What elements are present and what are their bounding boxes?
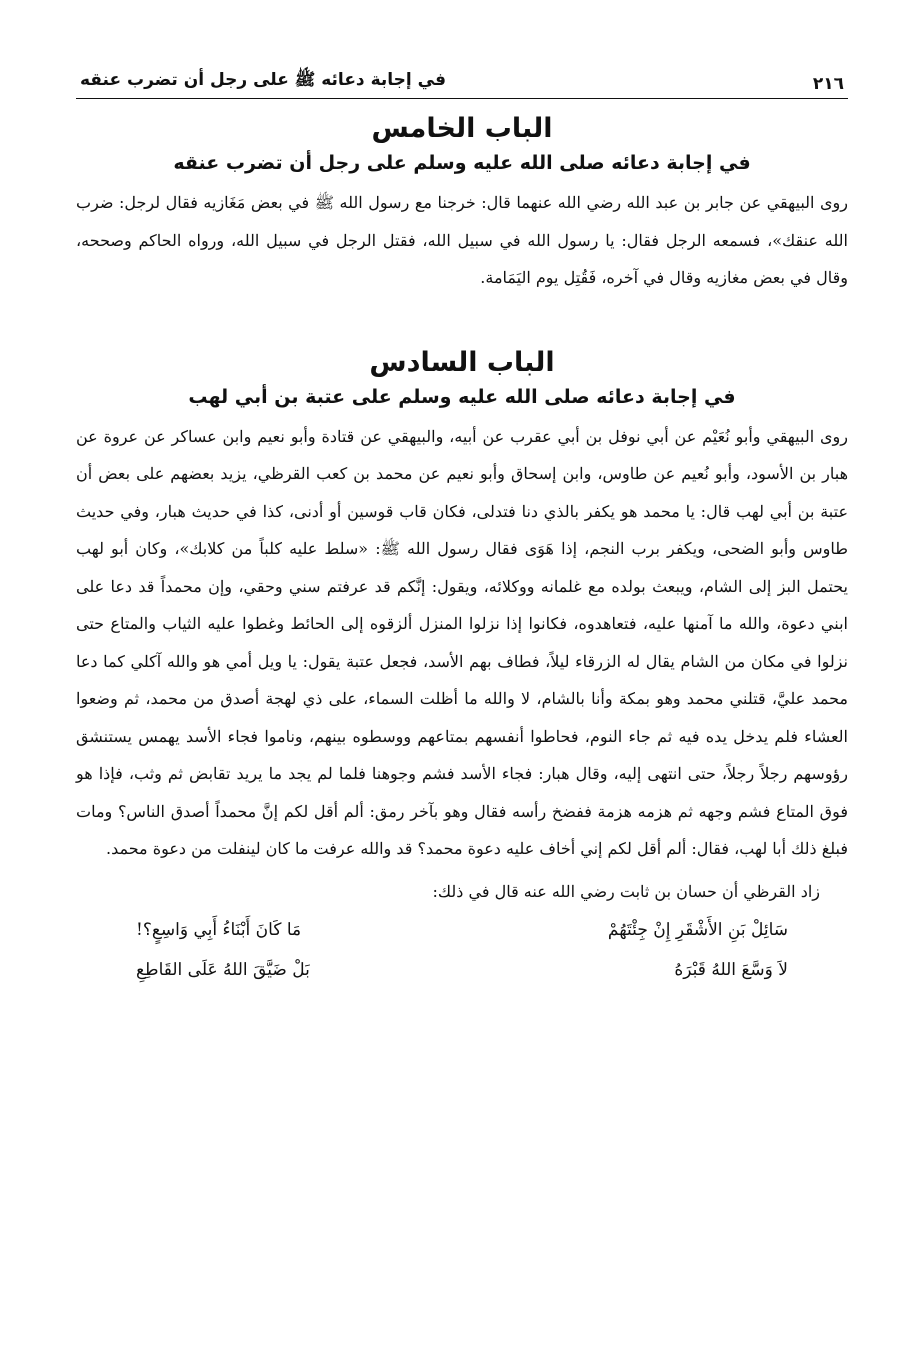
verse-line: [76, 950, 848, 990]
verse-second-hemistich: بَلْ ضَيَّقَ اللهُ عَلَى القَاطِعِ: [136, 959, 310, 980]
chapter-5: [76, 113, 848, 297]
poem-intro: زاد القرظي أن حسان بن ثابت رضي الله عنه قال في ذلك:: [432, 881, 820, 901]
book-page: [76, 58, 848, 990]
verse-first-hemistich: سَائِلْ بَنِ الأَشْقَرِ إِنْ جِئْتَهُمْ: [607, 919, 788, 940]
header-rule: [76, 98, 848, 99]
chapter-5-paragraph: روى البيهقي عن جابر بن عبد الله رضي الله عنهما قال: خرجنا مع رسول الله ﷺ في بعض مَغَازيه فقال لرجل: ضرب الله عنقك»، فسمعه الرجل فقال: يا رسول الله في سبيل الله، فقتل الرجل في سبيل الله، ورواه الحاكم وصححه، وقال في بعض مغازيه وقال في آخره، فَقُتِل يوم اليَمَامة.: [76, 193, 848, 287]
chapter-6: [76, 347, 848, 990]
chapter-6-title: الباب السادس: [369, 346, 555, 378]
chapter-5-title: الباب الخامس: [371, 113, 553, 144]
verse-second-hemistich: مَا كَانَ أَبْنَاءُ أَبِي وَاسِعٍ؟!: [136, 919, 302, 940]
running-header: [76, 58, 848, 94]
chapter-6-paragraph: روى البيهقي وأبو نُعَيْم عن أبي نوفل بن أبي عقرب عن أبيه، والبيهقي عن قتادة وأبو نعيم وابن عساكر عن عروة عن هبار بن الأسود، وأبو نُعيم عن طاوس، وابن إسحاق وأبو نعيم عن محمد بن كعب القرظي، يزيد بعضهم على بعض أن عتبة بن أبي لهب قال: يا محمد هو يكفر بالذي دنا فتدلى، فكان قاب قوسين أو أدنى، كذا في حديث هبار، وفي حديث طاوس وأبو الضحى، ويكفر برب النجم، إذا هَوَى فقال رسول الله ﷺ: «سلط عليه كلباً من كلابك»، وكان أبو لهب يحتمل البز إلى الشام، ويبعث بولده مع غلمانه ووكلائه، ويقول: إنَّكم قد عرفتم سني وحقي، وإن محمداً قد دعا على ابني دعوة، والله ما آمنها عليه، فتعاهدوه، فكانوا إذا نزلوا المنزل ألزقوه إلى الحائط وغطوا عليه الثياب والمتاع حتى نزلوا في مكان من الشام يقال له الزرقاء ليلاً، فطاف بهم الأسد، فجعل عتبة يقول: يا ويل أمي هو والله آكلي كما دعا محمد عليَّ، قتلني محمد وهو بمكة وأنا بالشام، لا والله ما أظلت السماء، على ذي لهجة أصدق من محمد، ثم وضعوا العشاء فلم يدخل يده فيه ثم جاء النوم، فحاطوا أنفسهم بمتاعهم ووسطوه بينهم، وناموا فجاء الأسد يهمس يستنشق رؤوسهم رجلاً رجلاً، حتى انتهى إليه، وقال هبار: فجاء الأسد فشم وجوهنا فلما لم يجد ما يريد تقابض ثم وثب، فإذا هو فوق المتاع فشم وجهه ثم هزمه هزمة ففضخ رأسه فقال وهو بآخر رمق: ألم أقل لكم إنَّ محمداً أصدق الناس؟ ومات فبلغ ذلك أبا لهب، فقال: ألم أقل لكم إني أخاف عليه دعوة محمد؟ قد والله عرفت ما كان لينفلت من دعوة محمد.: [76, 426, 849, 858]
running-title: في إجابة دعائه ﷺ على رجل أن تضرب عنقه: [80, 70, 446, 90]
section-gap: [76, 297, 848, 333]
verse-first-hemistich: لاَ وَسَّعَ اللهُ قَبْرَهُ: [674, 959, 788, 980]
chapter-6-subtitle: في إجابة دعائه صلى الله عليه وسلم على عتبة بن أبي لهب: [188, 385, 736, 408]
verse-line: [76, 910, 848, 950]
chapter-5-subtitle: في إجابة دعائه صلى الله عليه وسلم على رجل أن تضرب عنقه: [173, 152, 751, 174]
page-number: ٢١٦: [812, 74, 844, 94]
